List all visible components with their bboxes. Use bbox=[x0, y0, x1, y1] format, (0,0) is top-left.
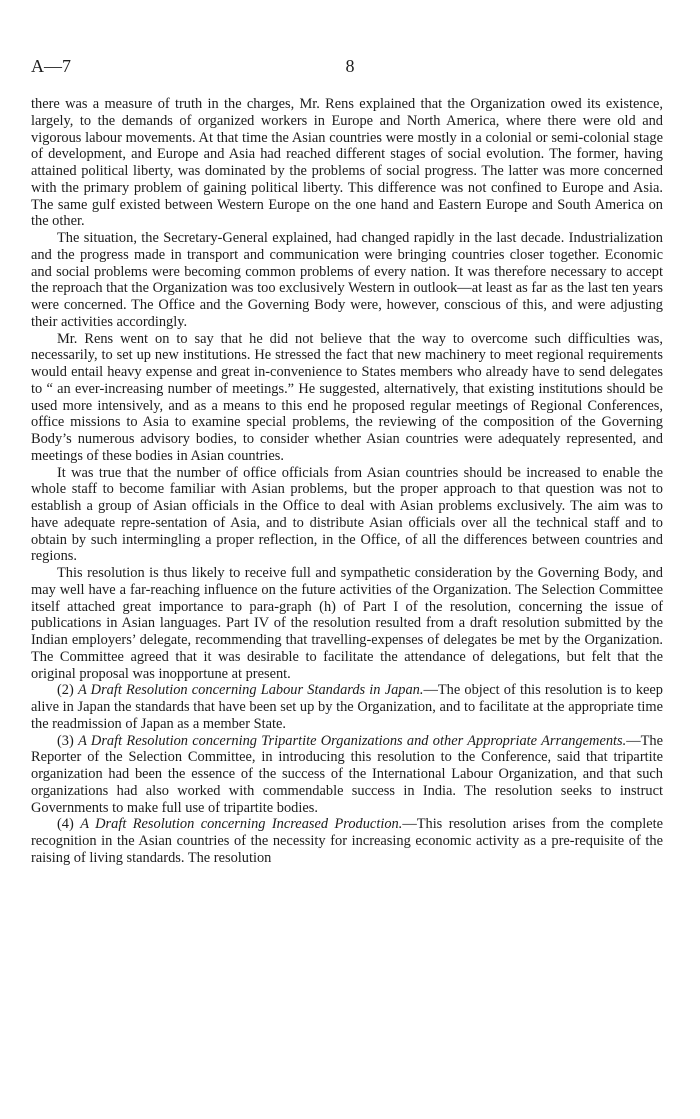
item-number: (4) bbox=[57, 816, 81, 833]
page-header bbox=[31, 55, 669, 77]
resolution-title: A Draft Resolution concerning Labour Standards in Japan. bbox=[77, 682, 424, 699]
paragraph-resolution-consideration: This resolution is thus likely to receive full and sympathetic consideration by the Governing Body, and may well have a far-reaching influence on the future activities of the Organization. The Selection Committee itself attached great importance to para-graph (h) of Part I of the resolution, concerning the issue of publications in Asian languages. Part IV of the resolution resulted from a draft resolution submitted by the Indian employers’ delegate, recommending that travelling-expenses of delegates be met by the Organization. The Committee agreed that it was desirable to facilitate the attendance of delegations, but felt that the original proposal was inopportune at present. bbox=[31, 565, 663, 682]
paragraph-rens-institutions: Mr. Rens went on to say that he did not believe that the way to overcome such difficulties was, necessarily, to set up new institutions. He stressed the fact that new machinery to meet regional requirements would entail heavy expense and great in-convenience to States members who already have to send delegates to “ an ever-increasing number of meetings.” He suggested, alternatively, that existing institutions should be used more intensively, and as a means to this end he proposed regular meetings of Regional Conferences, office missions to Asia to examine special problems, the reviewing of the composition of the Governing Body’s numerous advisory bodies, to consider whether Asian countries were adequately represented, and meetings of these bodies in Asian countries. bbox=[31, 330, 663, 464]
item-number: (3) bbox=[57, 732, 79, 749]
paragraph-asian-officials: It was true that the number of office officials from Asian countries should be increased to enable the whole staff to become familiar with Asian problems, but the proper approach to that question was not to establish a group of Asian officials in the Office to deal with Asian problems exclusively. The aim was to have adequate repre-sentation of Asia, and to distribute Asian officials over all the technical staff and to obtain by such intermingling a proper reflection, in the Office, of all the differences between countries and regions. bbox=[31, 464, 663, 565]
paragraph-resolution-4: (4) A Draft Resolution concerning Increased Production.—This resolution arises from the complete recognition in the Asian countries of the necessity for increasing economic activity as a pre-requisite of the raising of living standards. The resolution bbox=[31, 816, 663, 866]
body-text bbox=[31, 96, 663, 867]
paragraph-situation: The situation, the Secretary-General explained, had changed rapidly in the last decade. Industrialization and the progress made in transport and communication were bringing countries closer together. Economic and social problems were becoming common problems of every nation. It was therefore necessary to accept the reproach that the Organization was too exclusively Western in outlook—at least as far as the last ten years were concerned. The Office and the Governing Body were, however, conscious of this, and were adjusting their activities accordingly. bbox=[31, 230, 663, 330]
page-number: 8 bbox=[345, 56, 355, 76]
resolution-title: A Draft Resolution concerning Increased Production. bbox=[80, 816, 403, 833]
paragraph-resolution-2: (2) A Draft Resolution concerning Labour Standards in Japan.—The object of this resolution is to keep alive in Japan the standards that have been set up by the Organization, and to facilitate at the appropriate time the readmission of Japan as a member State. bbox=[31, 682, 663, 732]
item-number: (2) bbox=[57, 682, 78, 699]
paragraph-continuation: there was a measure of truth in the charges, Mr. Rens explained that the Organization owed its existence, largely, to the demands of organized workers in Europe and North America, where there were old and vigorous labour movements. At that time the Asian countries were mostly in a colonial or semi-colonial stage of development, and Europe and Asia had reached different stages of social evolution. The former, having attained political liberty, was dominated by the problems of social progress. The latter was more concerned with the primary problem of gaining political liberty. This difference was not confined to Europe and Asia. The same gulf existed between Western Europe on the one hand and Eastern Europe and South America on the other. bbox=[31, 96, 663, 230]
document-reference: A—7 bbox=[31, 56, 71, 76]
resolution-title: A Draft Resolution concerning Tripartite Organizations and other Appropriate Arrangements. bbox=[78, 732, 627, 749]
paragraph-resolution-3: (3) A Draft Resolution concerning Tripartite Organizations and other Appropriate Arrangements.—The Reporter of the Selection Committee, in introducing this resolution to the Conference, said that tripartite organization had been the essence of the success of the International Labour Organization, and that such organizations had also worked with commendable success in India. The resolution seeks to instruct Governments to make full use of tripartite bodies. bbox=[31, 732, 663, 816]
